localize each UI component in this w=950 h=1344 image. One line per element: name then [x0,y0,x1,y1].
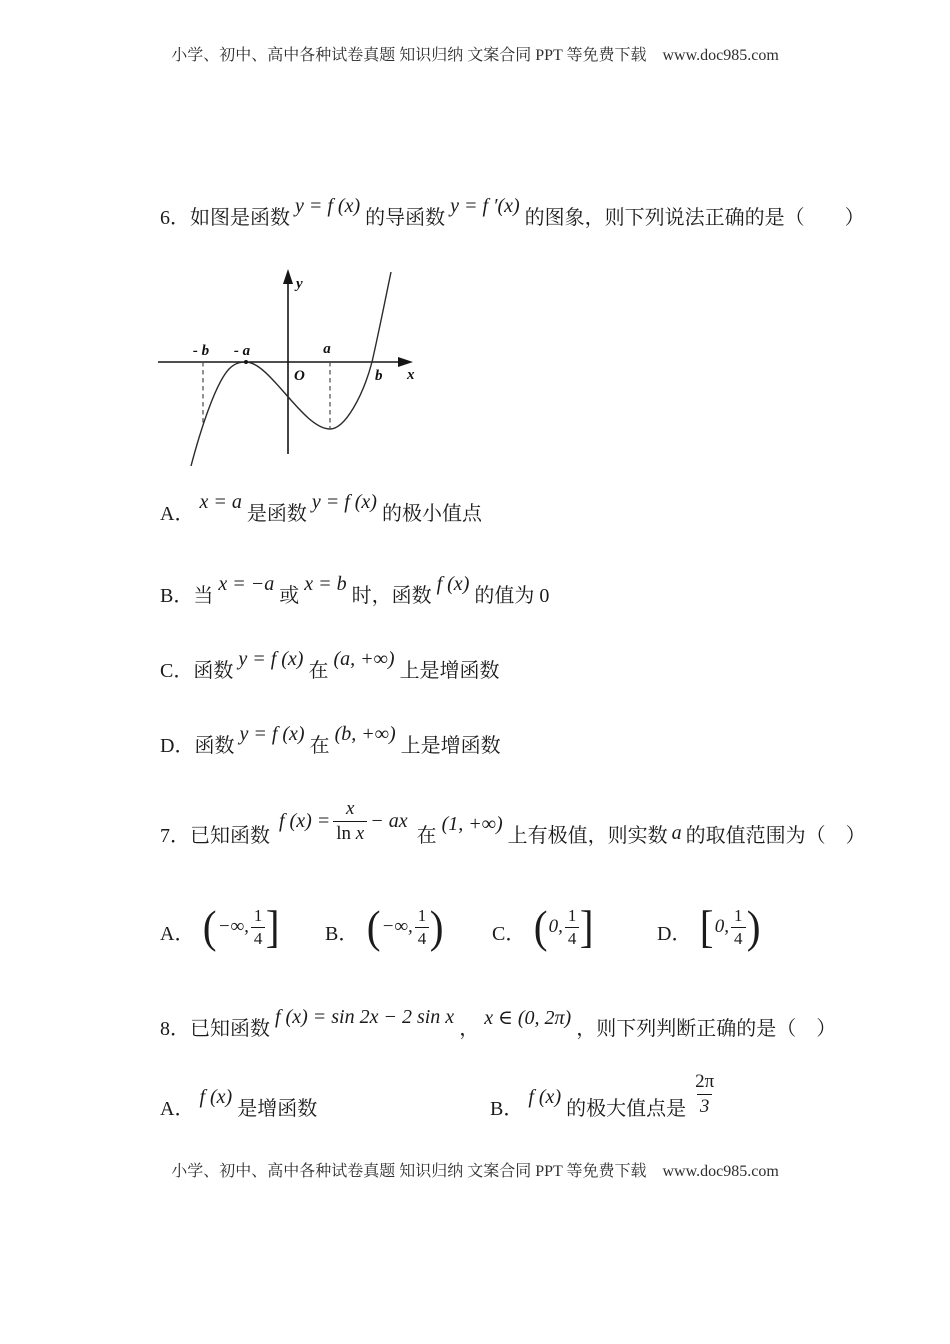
interval-start: −∞, [381,916,413,937]
origin-label: O [294,368,305,384]
option-label: D． [160,734,195,757]
q6-formula-2: y = f ′(x) [450,194,520,217]
fraction-one-fourth: $\frac{1}{4}$ [251,905,266,949]
q8-comma: ， [576,1017,597,1040]
left-delimiter: ( [203,901,218,952]
option-label: A． [160,922,195,945]
q7-text-2: 在 [416,824,437,847]
question-7-option-c [492,898,595,956]
fraction-one-fourth: $\frac{1}{4}$ [731,905,746,949]
option-label: A． [160,1097,195,1120]
option-formula: x = −a [218,572,275,595]
interval-start: 0, [714,916,730,937]
question-7-option-d [657,898,761,956]
option-label: B． [490,1097,524,1120]
question-8-option-b [490,1070,717,1121]
q7-interval: (1, +∞) [441,812,503,835]
q8-domain: x ∈ (0, 2π) [484,1006,572,1029]
q7-formula-tail: − ax [370,809,408,832]
page-footer: 小学、初中、高中各种试卷真题 知识归纳 文案合同 PPT 等免费下载 www.doc985.com [171,1163,779,1180]
interval-start: 0, [548,916,563,937]
option-formula: x = a [199,490,242,513]
option-text: 当 [193,584,214,607]
q8-number: 8． [160,1017,190,1040]
option-formula: y = f (x) [238,647,304,670]
fraction-x-over-lnx: $\frac{x}{\text{ln x}}$ [333,797,367,846]
question-6-option-d [160,722,501,758]
option-label: D． [657,922,692,945]
tick-label-neg-b: - b [192,343,210,359]
q6-text-1: 如图是函数 [190,206,290,229]
q6-formula-1: y = f (x) [295,194,361,217]
option-text: 时，函数 [351,584,432,607]
option-label: C． [160,659,194,682]
q8-comma: ， [459,1017,480,1040]
option-formula: f (x) [528,1085,562,1108]
option-text: 上是增函数 [400,734,501,757]
tick-label-b: b [375,368,383,384]
q8-text-2: 则下列判断正确的是（ ） [596,1017,837,1040]
question-7-option-b [325,898,445,956]
question-6-option-c [160,647,500,683]
interval-start: −∞, [217,916,249,937]
derivative-graph-figure [155,256,425,466]
option-label: C． [492,922,526,945]
x-axis-label: x [407,367,415,383]
left-delimiter: ( [367,901,381,952]
option-text: 的值为 0 [474,584,550,607]
q6-text-3: 的图象，则下列说法正确的是（ ） [524,206,865,229]
y-axis-arrow-icon [283,269,293,284]
question-8-option-a [160,1085,318,1121]
interval-group [533,901,594,952]
q8-formula: f (x) = sin 2x − 2 sin x [275,1005,455,1028]
q7-number: 7． [160,824,190,847]
tick-label-neg-a: - a [233,343,251,359]
option-text: 函数 [194,734,235,757]
q6-number: 6． [160,206,190,229]
interval-group [366,901,444,952]
left-delimiter: [ [700,901,715,952]
question-7-option-a [160,898,281,956]
q8-text-1: 已知函数 [190,1017,270,1040]
q7-formula [276,797,411,846]
page-header: 小学、初中、高中各种试卷真题 知识归纳 文案合同 PPT 等免费下载 www.doc985.com [171,47,779,64]
q7-text-4: 的取值范围为（ ） [685,824,866,847]
interval-group [699,901,761,952]
interval-group [202,901,280,952]
option-formula: (b, +∞) [334,722,396,745]
option-formula: (a, +∞) [333,647,395,670]
right-delimiter: ] [266,901,280,952]
derivative-curve [191,272,391,466]
x-axis-arrow-icon [398,357,413,367]
right-delimiter: ) [430,901,444,952]
fraction-two-pi-thirds: $\frac{2\pi}{3}$ [695,1070,715,1117]
right-delimiter: ] [580,901,594,952]
y-axis-label: y [296,276,303,292]
q7-formula-lhs: f (x) = [279,809,331,832]
option-label: B． [325,922,359,945]
option-formula: f (x) [436,572,470,595]
option-text: 的极小值点 [381,502,482,525]
option-text: 上是增函数 [399,659,500,682]
option-text: 是函数 [246,502,307,525]
option-formula: y = f (x) [311,490,377,513]
tick-label-a: a [323,341,331,357]
question-6-option-b [160,572,550,608]
option-formula: f (x) [199,1085,233,1108]
right-delimiter: ) [746,901,761,952]
fraction-one-fourth: $\frac{1}{4}$ [415,905,430,949]
fraction-one-fourth: $\frac{1}{4}$ [565,905,580,949]
q7-text-1: 已知函数 [190,824,270,847]
option-text: 函数 [193,659,234,682]
question-8-stem [160,1005,837,1041]
q7-text-3: 上有极值，则实数 [507,824,668,847]
option-label: B． [160,584,194,607]
option-text: 在 [309,734,330,757]
option-formula: x = b [304,572,347,595]
option-text: 在 [308,659,329,682]
q7-var-a: a [671,821,682,844]
option-text: 的极大值点是 [566,1097,687,1120]
left-delimiter: ( [534,901,548,952]
q6-text-2: 的导函数 [365,206,446,229]
question-7-stem [160,797,866,848]
option-text: 或 [279,584,300,607]
option-label: A． [160,502,195,525]
question-6-option-a [160,490,482,526]
option-text: 是增函数 [237,1097,318,1120]
option-formula: y = f (x) [239,722,305,745]
tangent-point-dot [244,360,248,364]
question-6-stem [160,194,865,230]
